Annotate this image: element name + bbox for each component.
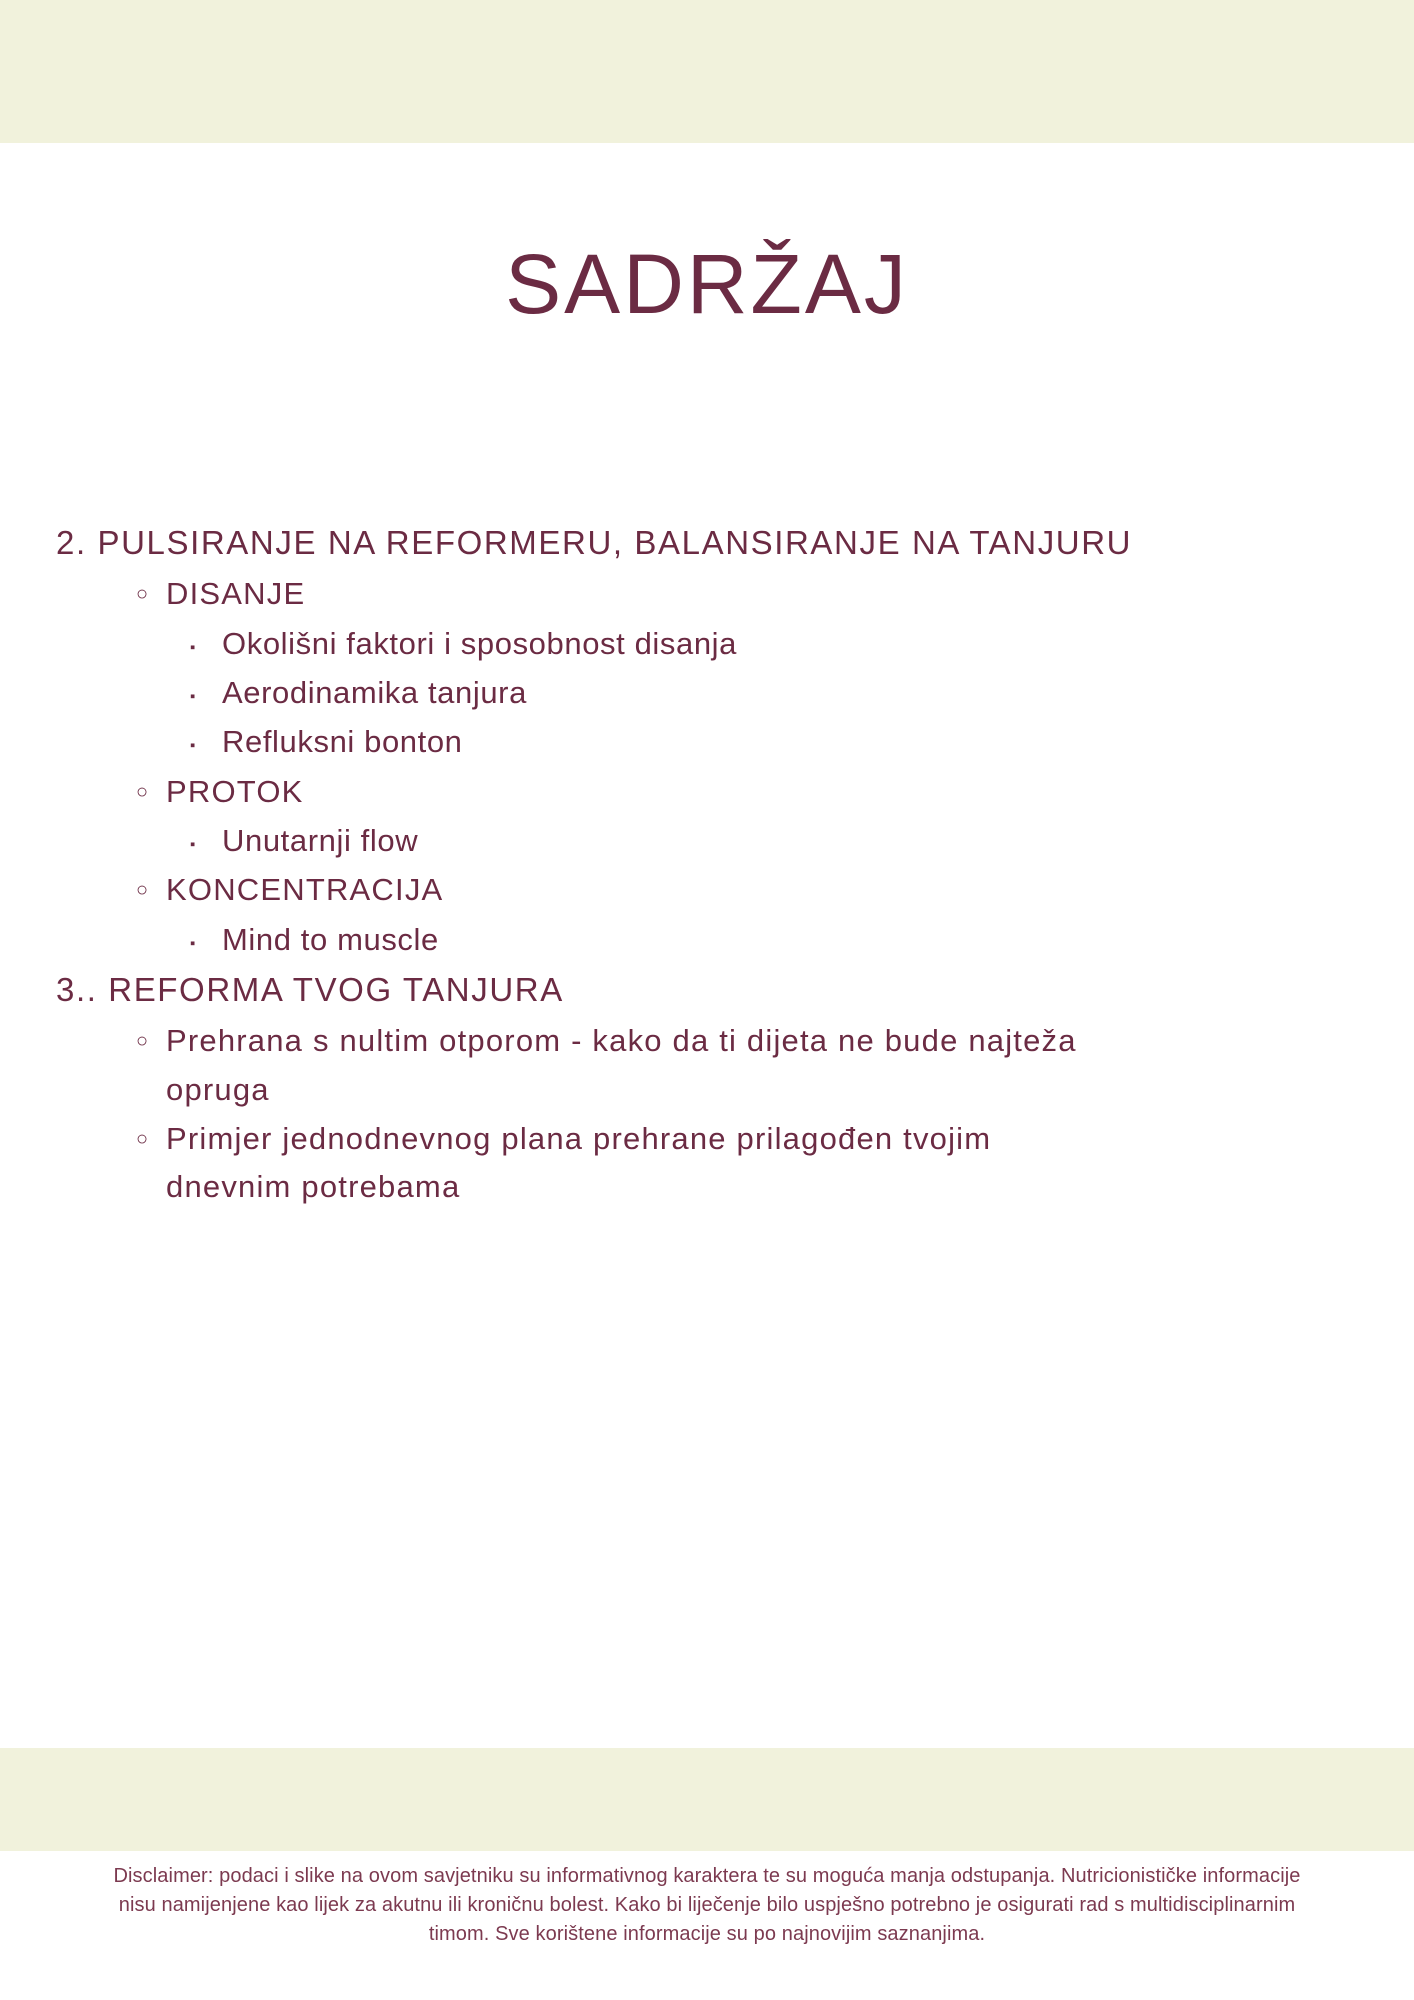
toc-item-label: Primjer jednodnevnog plana prehrane prilagođen tvojim dnevnim potrebama (166, 1120, 992, 1205)
circle-bullet-icon: ○ (136, 1030, 150, 1053)
toc-item-label: Okolišni faktori i sposobnost disanja (222, 625, 738, 661)
circle-bullet-icon: ○ (136, 780, 150, 803)
toc-item-subheading (0, 768, 1414, 816)
square-bullet-icon: ▪ (190, 737, 196, 755)
table-of-contents (0, 518, 1414, 1213)
top-decorative-band (0, 0, 1414, 143)
toc-item-label: PROTOK (166, 773, 304, 809)
circle-bullet-icon: ○ (136, 583, 150, 606)
toc-item-subheading (0, 1115, 1414, 1212)
toc-item-subheading (0, 570, 1414, 618)
square-bullet-icon: ▪ (190, 934, 196, 952)
square-bullet-icon: ▪ (190, 835, 196, 853)
circle-bullet-icon: ○ (136, 1127, 150, 1150)
toc-item-detail (0, 916, 1414, 964)
toc-item-label: KONCENTRACIJA (166, 872, 444, 908)
disclaimer-line-3: timom. Sve korištene informacije su po najnovijim saznanjima. (428, 1923, 986, 1945)
toc-item-label: DISANJE (166, 576, 306, 612)
toc-item-subheading (0, 1017, 1414, 1114)
toc-item-heading (0, 965, 1414, 1015)
circle-bullet-icon: ○ (136, 879, 150, 902)
toc-item-label: Unutarnji flow (222, 822, 419, 858)
toc-item-label: Mind to muscle (222, 921, 439, 957)
toc-item-heading (0, 518, 1414, 568)
page-title: SADRŽAJ (505, 237, 909, 332)
toc-item-subheading (0, 866, 1414, 914)
square-bullet-icon: ▪ (190, 687, 196, 705)
toc-item-detail (0, 817, 1414, 865)
disclaimer-line-1: Disclaimer: podaci i slike na ovom savjetniku su informativnog karaktera te su moguća manja odstupanja. Nutricionističke informacije (113, 1865, 1301, 1887)
toc-item-label: 2. PULSIRANJE NA REFORMERU, BALANSIRANJE NA TANJURU (56, 524, 1133, 561)
toc-item-detail (0, 718, 1414, 766)
toc-item-detail (0, 669, 1414, 717)
toc-item-label: Aerodinamika tanjura (222, 674, 527, 710)
disclaimer (0, 1862, 1414, 1949)
bottom-decorative-band (0, 1748, 1414, 1851)
square-bullet-icon: ▪ (190, 638, 196, 656)
toc-item-label: Prehrana s nultim otporom - kako da ti dijeta ne bude najteža opruga (166, 1023, 1077, 1107)
toc-item-label: Refluksni bonton (222, 724, 463, 760)
toc-item-detail (0, 620, 1414, 668)
toc-item-label: 3.. REFORMA TVOG TANJURA (56, 971, 564, 1009)
disclaimer-line-2: nisu namijenjene kao lijek za akutnu ili kroničnu bolest. Kako bi liječenje bilo uspješno potrebno je osigurati rad s multidisciplinarnim (118, 1894, 1296, 1916)
